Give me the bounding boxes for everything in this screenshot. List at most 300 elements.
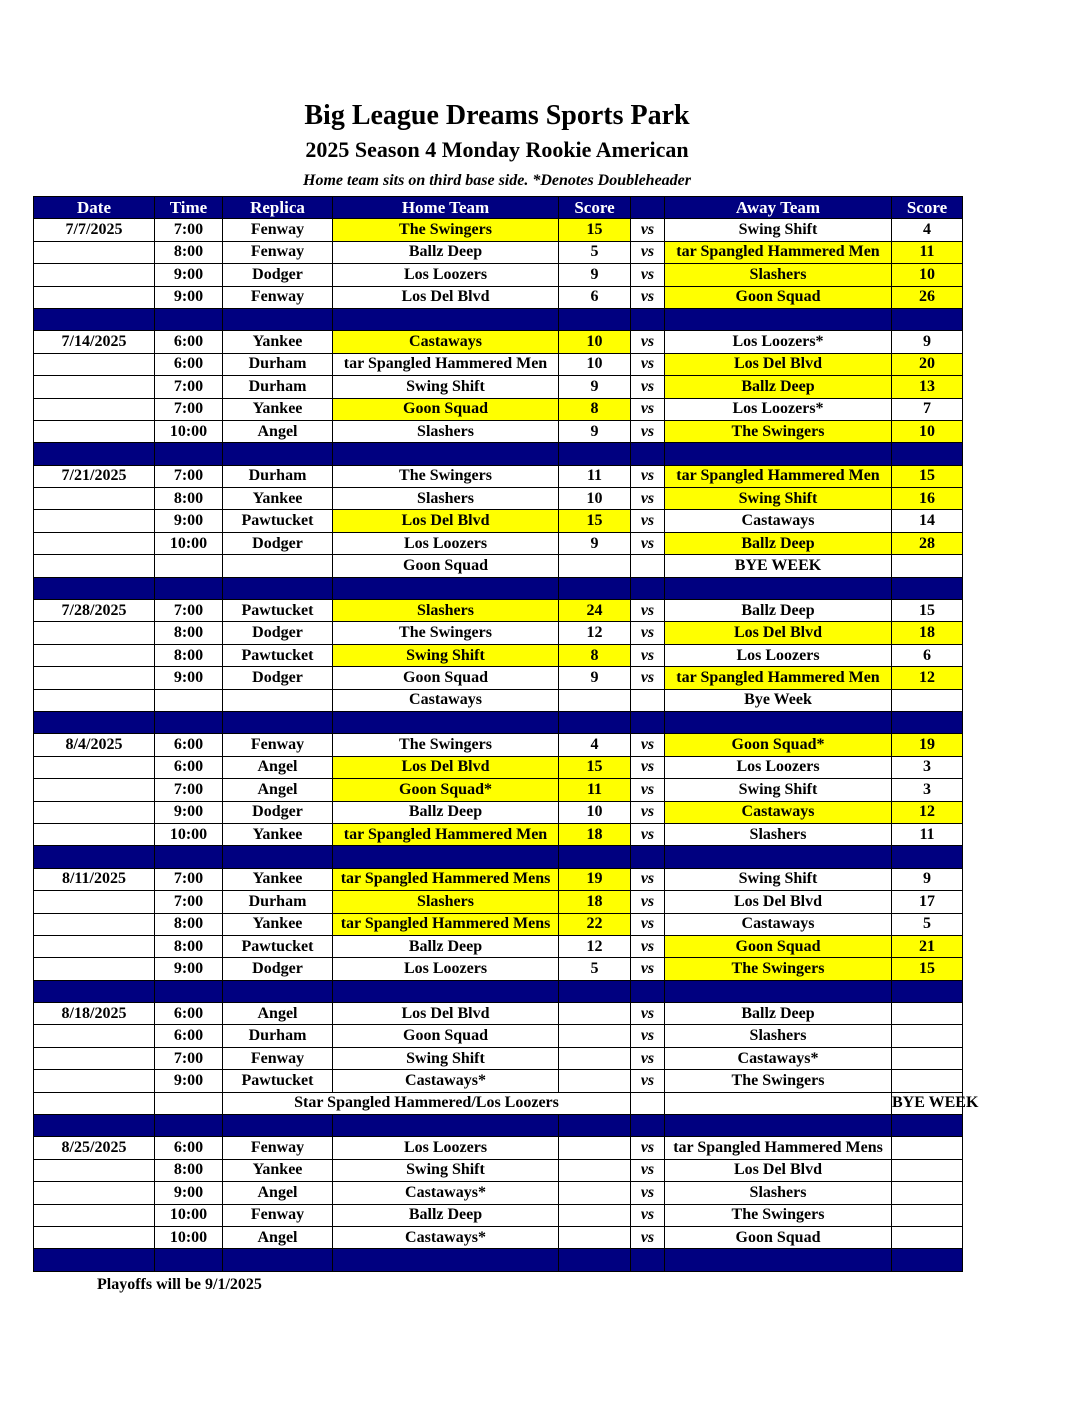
- table-row: [34, 1159, 963, 1181]
- game-home-team: The Swingers: [333, 465, 559, 487]
- game-time: 9:00: [155, 958, 223, 980]
- game-home-team: Goon Squad: [333, 1025, 559, 1047]
- game-away-score: [892, 1003, 963, 1025]
- game-home-score: 12: [559, 622, 631, 644]
- game-away-score: 15: [892, 958, 963, 980]
- game-home-score: 24: [559, 600, 631, 622]
- game-field: Yankee: [223, 868, 333, 890]
- game-time: 7:00: [155, 219, 223, 241]
- game-vs: vs: [631, 801, 665, 823]
- game-time: 7:00: [155, 376, 223, 398]
- game-home-team: The Swingers: [333, 734, 559, 756]
- game-date: [34, 286, 155, 308]
- separator-cell: [665, 846, 892, 868]
- game-date: [34, 488, 155, 510]
- game-vs: [631, 555, 665, 577]
- game-date: [34, 891, 155, 913]
- game-away-team: Slashers: [665, 823, 892, 845]
- game-date: [34, 756, 155, 778]
- game-home-team: Los Loozers: [333, 958, 559, 980]
- game-vs: vs: [631, 1025, 665, 1047]
- game-time: [155, 1092, 223, 1114]
- separator-cell: [155, 1249, 223, 1271]
- table-header-row: [34, 197, 963, 219]
- game-home-team: Los Loozers: [333, 264, 559, 286]
- table-row: [34, 219, 963, 241]
- game-time: 6:00: [155, 756, 223, 778]
- game-time: 8:00: [155, 241, 223, 263]
- game-field: Angel: [223, 756, 333, 778]
- separator-cell: [333, 711, 559, 733]
- game-date: [34, 801, 155, 823]
- week-separator: [34, 308, 963, 330]
- page-subtitle: 2025 Season 4 Monday Rookie American: [305, 137, 689, 162]
- game-vs: vs: [631, 398, 665, 420]
- game-away-score: [892, 1159, 963, 1181]
- game-away-score: 11: [892, 241, 963, 263]
- table-row: [34, 331, 963, 353]
- col-header-away-team: Away Team: [665, 197, 892, 219]
- table-row: [34, 1182, 963, 1204]
- separator-cell: [892, 711, 963, 733]
- separator-cell: [34, 308, 155, 330]
- game-home-score: 22: [559, 913, 631, 935]
- week-separator: [34, 577, 963, 599]
- table-row: [34, 241, 963, 263]
- separator-cell: [892, 1249, 963, 1271]
- game-away-team: Bye Week: [665, 689, 892, 711]
- game-home-score: 9: [559, 376, 631, 398]
- game-time: [155, 555, 223, 577]
- page-title: Big League Dreams Sports Park: [304, 100, 690, 131]
- game-away-score: 12: [892, 801, 963, 823]
- table-row: [34, 913, 963, 935]
- game-home-team: tar Spangled Hammered Mens: [333, 868, 559, 890]
- separator-cell: [559, 308, 631, 330]
- separator-cell: [34, 711, 155, 733]
- col-header-date: Date: [34, 197, 155, 219]
- game-field: Yankee: [223, 488, 333, 510]
- game-away-score: 10: [892, 264, 963, 286]
- game-home-team: Ballz Deep: [333, 801, 559, 823]
- separator-cell: [333, 443, 559, 465]
- game-home-team: Slashers: [333, 600, 559, 622]
- game-vs: vs: [631, 465, 665, 487]
- game-away-team: tar Spangled Hammered Men: [665, 667, 892, 689]
- game-away-team: tar Spangled Hammered Mens: [665, 1137, 892, 1159]
- separator-cell: [333, 308, 559, 330]
- table-row: [34, 488, 963, 510]
- game-home-team: Los Del Blvd: [333, 286, 559, 308]
- game-time: 9:00: [155, 510, 223, 532]
- game-away-score: [892, 1226, 963, 1248]
- game-away-team: tar Spangled Hammered Men: [665, 241, 892, 263]
- game-field: Durham: [223, 376, 333, 398]
- week-separator: [34, 1249, 963, 1271]
- game-time: 8:00: [155, 1159, 223, 1181]
- table-row: [34, 1025, 963, 1047]
- table-row: [34, 1070, 963, 1092]
- game-away-score: 11: [892, 823, 963, 845]
- game-home-score: 11: [559, 779, 631, 801]
- col-header-replica: Replica: [223, 197, 333, 219]
- game-away-team: Ballz Deep: [665, 1003, 892, 1025]
- game-away-team: The Swingers: [665, 420, 892, 442]
- game-vs: vs: [631, 1137, 665, 1159]
- week-separator: [34, 443, 963, 465]
- game-vs: vs: [631, 286, 665, 308]
- game-home-team: Goon Squad: [333, 667, 559, 689]
- game-away-score: 14: [892, 510, 963, 532]
- table-row: [34, 644, 963, 666]
- game-home-score: [559, 1070, 631, 1092]
- game-away-score: 5: [892, 913, 963, 935]
- game-away-team: tar Spangled Hammered Men: [665, 465, 892, 487]
- game-date: [34, 622, 155, 644]
- game-home-score: 11: [559, 465, 631, 487]
- game-field: Yankee: [223, 823, 333, 845]
- separator-cell: [155, 577, 223, 599]
- separator-cell: [892, 980, 963, 1002]
- separator-cell: [631, 980, 665, 1002]
- col-header-vs: [631, 197, 665, 219]
- game-away-team: Ballz Deep: [665, 376, 892, 398]
- separator-cell: [631, 308, 665, 330]
- game-time: 9:00: [155, 264, 223, 286]
- game-vs: vs: [631, 734, 665, 756]
- game-home-score: 8: [559, 644, 631, 666]
- separator-cell: [892, 308, 963, 330]
- separator-cell: [34, 577, 155, 599]
- schedule-body: [34, 219, 979, 1271]
- game-away-team: The Swingers: [665, 958, 892, 980]
- game-home-score: 15: [559, 756, 631, 778]
- game-home-team: Slashers: [333, 420, 559, 442]
- game-home-team: Castaways: [333, 689, 559, 711]
- game-home-score: 10: [559, 801, 631, 823]
- table-row: [34, 600, 963, 622]
- game-home-score: [559, 1047, 631, 1069]
- game-vs: vs: [631, 1159, 665, 1181]
- game-vs: vs: [631, 779, 665, 801]
- game-vs: vs: [631, 532, 665, 554]
- game-date: [34, 1204, 155, 1226]
- separator-cell: [223, 577, 333, 599]
- game-time: 10:00: [155, 420, 223, 442]
- game-date: 7/21/2025: [34, 465, 155, 487]
- schedule-note: Home team sits on third base side. *Denotes Doubleheader: [303, 172, 691, 189]
- game-vs: [631, 689, 665, 711]
- game-date: [34, 1047, 155, 1069]
- game-date: [34, 1070, 155, 1092]
- game-away-score: 13: [892, 376, 963, 398]
- table-row: [34, 823, 963, 845]
- game-home-team: Castaways*: [333, 1182, 559, 1204]
- week-separator: [34, 1115, 963, 1137]
- separator-cell: [223, 846, 333, 868]
- playoffs-note: Playoffs will be 9/1/2025: [97, 1276, 262, 1293]
- game-away-team: Castaways: [665, 913, 892, 935]
- game-away-team: Los Loozers: [665, 756, 892, 778]
- game-time: 10:00: [155, 1204, 223, 1226]
- game-away-team: Ballz Deep: [665, 532, 892, 554]
- game-away-score: 20: [892, 353, 963, 375]
- game-home-team: Goon Squad*: [333, 779, 559, 801]
- game-away-team: Ballz Deep: [665, 600, 892, 622]
- game-time: 9:00: [155, 801, 223, 823]
- separator-cell: [631, 1115, 665, 1137]
- table-row: [34, 1137, 963, 1159]
- table-row: [34, 555, 963, 577]
- game-home-team: Los Loozers: [333, 532, 559, 554]
- game-time: 10:00: [155, 1226, 223, 1248]
- game-time: 6:00: [155, 1137, 223, 1159]
- separator-cell: [892, 443, 963, 465]
- separator-cell: [155, 711, 223, 733]
- table-row: [34, 1092, 963, 1114]
- game-away-team: Swing Shift: [665, 219, 892, 241]
- game-away-team: Los Loozers*: [665, 331, 892, 353]
- game-date: 7/14/2025: [34, 331, 155, 353]
- game-date: [34, 376, 155, 398]
- separator-cell: [34, 443, 155, 465]
- game-home-score: [559, 1226, 631, 1248]
- game-vs: vs: [631, 1047, 665, 1069]
- separator-cell: [155, 1115, 223, 1137]
- game-vs: vs: [631, 823, 665, 845]
- game-away-team: Goon Squad*: [665, 734, 892, 756]
- game-home-team: Ballz Deep: [333, 1204, 559, 1226]
- game-field: Angel: [223, 779, 333, 801]
- game-vs: vs: [631, 935, 665, 957]
- game-field: [223, 555, 333, 577]
- separator-cell: [223, 1249, 333, 1271]
- game-field: Dodger: [223, 801, 333, 823]
- game-vs: vs: [631, 644, 665, 666]
- game-away-team: Castaways*: [665, 1047, 892, 1069]
- game-away-team: Los Del Blvd: [665, 1159, 892, 1181]
- table-row: [34, 801, 963, 823]
- game-vs: vs: [631, 510, 665, 532]
- game-home-team: Castaways*: [333, 1226, 559, 1248]
- separator-cell: [333, 846, 559, 868]
- game-home-score: 10: [559, 353, 631, 375]
- separator-cell: [631, 846, 665, 868]
- game-vs: vs: [631, 488, 665, 510]
- separator-cell: [34, 1115, 155, 1137]
- game-time: 7:00: [155, 465, 223, 487]
- week-separator: [34, 980, 963, 1002]
- game-home-team: Castaways: [333, 331, 559, 353]
- game-date: [34, 779, 155, 801]
- game-date: 8/25/2025: [34, 1137, 155, 1159]
- table-row: [34, 465, 963, 487]
- game-time: 9:00: [155, 667, 223, 689]
- game-vs: vs: [631, 219, 665, 241]
- game-away-team: The Swingers: [665, 1070, 892, 1092]
- game-field: Dodger: [223, 532, 333, 554]
- separator-cell: [665, 711, 892, 733]
- game-time: 7:00: [155, 398, 223, 420]
- game-away-score: [892, 555, 963, 577]
- game-field: Yankee: [223, 913, 333, 935]
- game-away-team: Goon Squad: [665, 935, 892, 957]
- game-time: 8:00: [155, 913, 223, 935]
- table-row: [34, 420, 963, 442]
- game-away-team: Swing Shift: [665, 488, 892, 510]
- table-row: [34, 689, 963, 711]
- game-away-team: Los Loozers*: [665, 398, 892, 420]
- game-away-score: 26: [892, 286, 963, 308]
- game-away-score: 6: [892, 644, 963, 666]
- table-row: [34, 353, 963, 375]
- game-time: 8:00: [155, 622, 223, 644]
- separator-cell: [333, 1115, 559, 1137]
- game-vs: vs: [631, 331, 665, 353]
- game-time: 6:00: [155, 353, 223, 375]
- game-field: Fenway: [223, 286, 333, 308]
- separator-cell: [559, 711, 631, 733]
- game-field: Fenway: [223, 1137, 333, 1159]
- separator-cell: [155, 308, 223, 330]
- table-row: [34, 1204, 963, 1226]
- game-away-team: BYE WEEK: [665, 555, 892, 577]
- game-time: 7:00: [155, 1047, 223, 1069]
- game-away-team: Castaways: [665, 510, 892, 532]
- separator-cell: [892, 846, 963, 868]
- game-field: Fenway: [223, 1047, 333, 1069]
- table-row: [34, 376, 963, 398]
- game-vs: vs: [631, 353, 665, 375]
- game-away-score: [892, 1182, 963, 1204]
- game-date: 8/18/2025: [34, 1003, 155, 1025]
- game-field: Durham: [223, 353, 333, 375]
- game-field: Pawtucket: [223, 600, 333, 622]
- game-field: Angel: [223, 1003, 333, 1025]
- game-date: [34, 1092, 155, 1114]
- game-date: [34, 1159, 155, 1181]
- game-field: Angel: [223, 1226, 333, 1248]
- game-time: 9:00: [155, 1182, 223, 1204]
- game-vs: vs: [631, 1204, 665, 1226]
- game-home-team: Los Del Blvd: [333, 1003, 559, 1025]
- table-row: [34, 510, 963, 532]
- game-away-score: 15: [892, 600, 963, 622]
- game-home-team: Los Del Blvd: [333, 510, 559, 532]
- game-time: 6:00: [155, 1025, 223, 1047]
- separator-cell: [665, 1249, 892, 1271]
- game-home-team: Slashers: [333, 891, 559, 913]
- game-field: [223, 689, 333, 711]
- separator-cell: [223, 711, 333, 733]
- separator-cell: [155, 980, 223, 1002]
- game-home-team: Slashers: [333, 488, 559, 510]
- separator-cell: [223, 980, 333, 1002]
- game-home-team: tar Spangled Hammered Mens: [333, 913, 559, 935]
- separator-cell: [155, 443, 223, 465]
- game-away-score: 10: [892, 420, 963, 442]
- table-row: [34, 734, 963, 756]
- game-home-score: 9: [559, 420, 631, 442]
- game-field: Fenway: [223, 1204, 333, 1226]
- game-field: Fenway: [223, 734, 333, 756]
- separator-cell: [155, 846, 223, 868]
- game-away-score: 9: [892, 331, 963, 353]
- separator-cell: [665, 577, 892, 599]
- game-away-score: 3: [892, 779, 963, 801]
- game-home-score: [559, 1159, 631, 1181]
- game-field: Pawtucket: [223, 935, 333, 957]
- game-vs: vs: [631, 868, 665, 890]
- game-time: 6:00: [155, 734, 223, 756]
- game-date: [34, 823, 155, 845]
- game-away-score: 16: [892, 488, 963, 510]
- game-time: 7:00: [155, 600, 223, 622]
- game-date: [34, 935, 155, 957]
- game-time: 8:00: [155, 644, 223, 666]
- game-date: [34, 689, 155, 711]
- game-time: 7:00: [155, 868, 223, 890]
- game-field: Yankee: [223, 1159, 333, 1181]
- col-header-home-team: Home Team: [333, 197, 559, 219]
- game-home-team: Goon Squad: [333, 398, 559, 420]
- game-away-team: Castaways: [665, 801, 892, 823]
- separator-cell: [631, 711, 665, 733]
- game-time: 6:00: [155, 1003, 223, 1025]
- game-field: Durham: [223, 1025, 333, 1047]
- separator-cell: [223, 1115, 333, 1137]
- game-vs: vs: [631, 622, 665, 644]
- separator-cell: [333, 980, 559, 1002]
- game-date: [34, 510, 155, 532]
- game-date: [34, 398, 155, 420]
- game-home-score: [559, 1003, 631, 1025]
- game-vs: vs: [631, 241, 665, 263]
- game-home-team: Castaways*: [333, 1070, 559, 1092]
- separator-cell: [631, 577, 665, 599]
- game-date: [34, 1182, 155, 1204]
- game-home-score: 19: [559, 868, 631, 890]
- separator-cell: [223, 443, 333, 465]
- col-header-home-score: Score: [559, 197, 631, 219]
- game-time: 10:00: [155, 823, 223, 845]
- game-date: [34, 353, 155, 375]
- game-away-score: 15: [892, 465, 963, 487]
- game-away-score: [892, 689, 963, 711]
- game-date: [34, 241, 155, 263]
- separator-cell: [631, 1249, 665, 1271]
- separator-cell: [559, 846, 631, 868]
- game-field: Pawtucket: [223, 510, 333, 532]
- game-date: [34, 555, 155, 577]
- game-home-team: tar Spangled Hammered Men: [333, 353, 559, 375]
- game-vs: vs: [631, 264, 665, 286]
- game-home-team: Ballz Deep: [333, 935, 559, 957]
- table-row: [34, 532, 963, 554]
- game-time: 6:00: [155, 331, 223, 353]
- game-home-score: 10: [559, 331, 631, 353]
- game-date: [34, 1025, 155, 1047]
- game-away-team: Swing Shift: [665, 779, 892, 801]
- game-home-team: Swing Shift: [333, 644, 559, 666]
- game-home-score: [559, 1025, 631, 1047]
- game-away-team: BYE WEEK: [892, 1092, 963, 1114]
- game-away-score: [892, 1137, 963, 1159]
- game-away-score: 18: [892, 622, 963, 644]
- game-field: Dodger: [223, 622, 333, 644]
- game-home-team: Ballz Deep: [333, 241, 559, 263]
- game-home-score: 9: [559, 264, 631, 286]
